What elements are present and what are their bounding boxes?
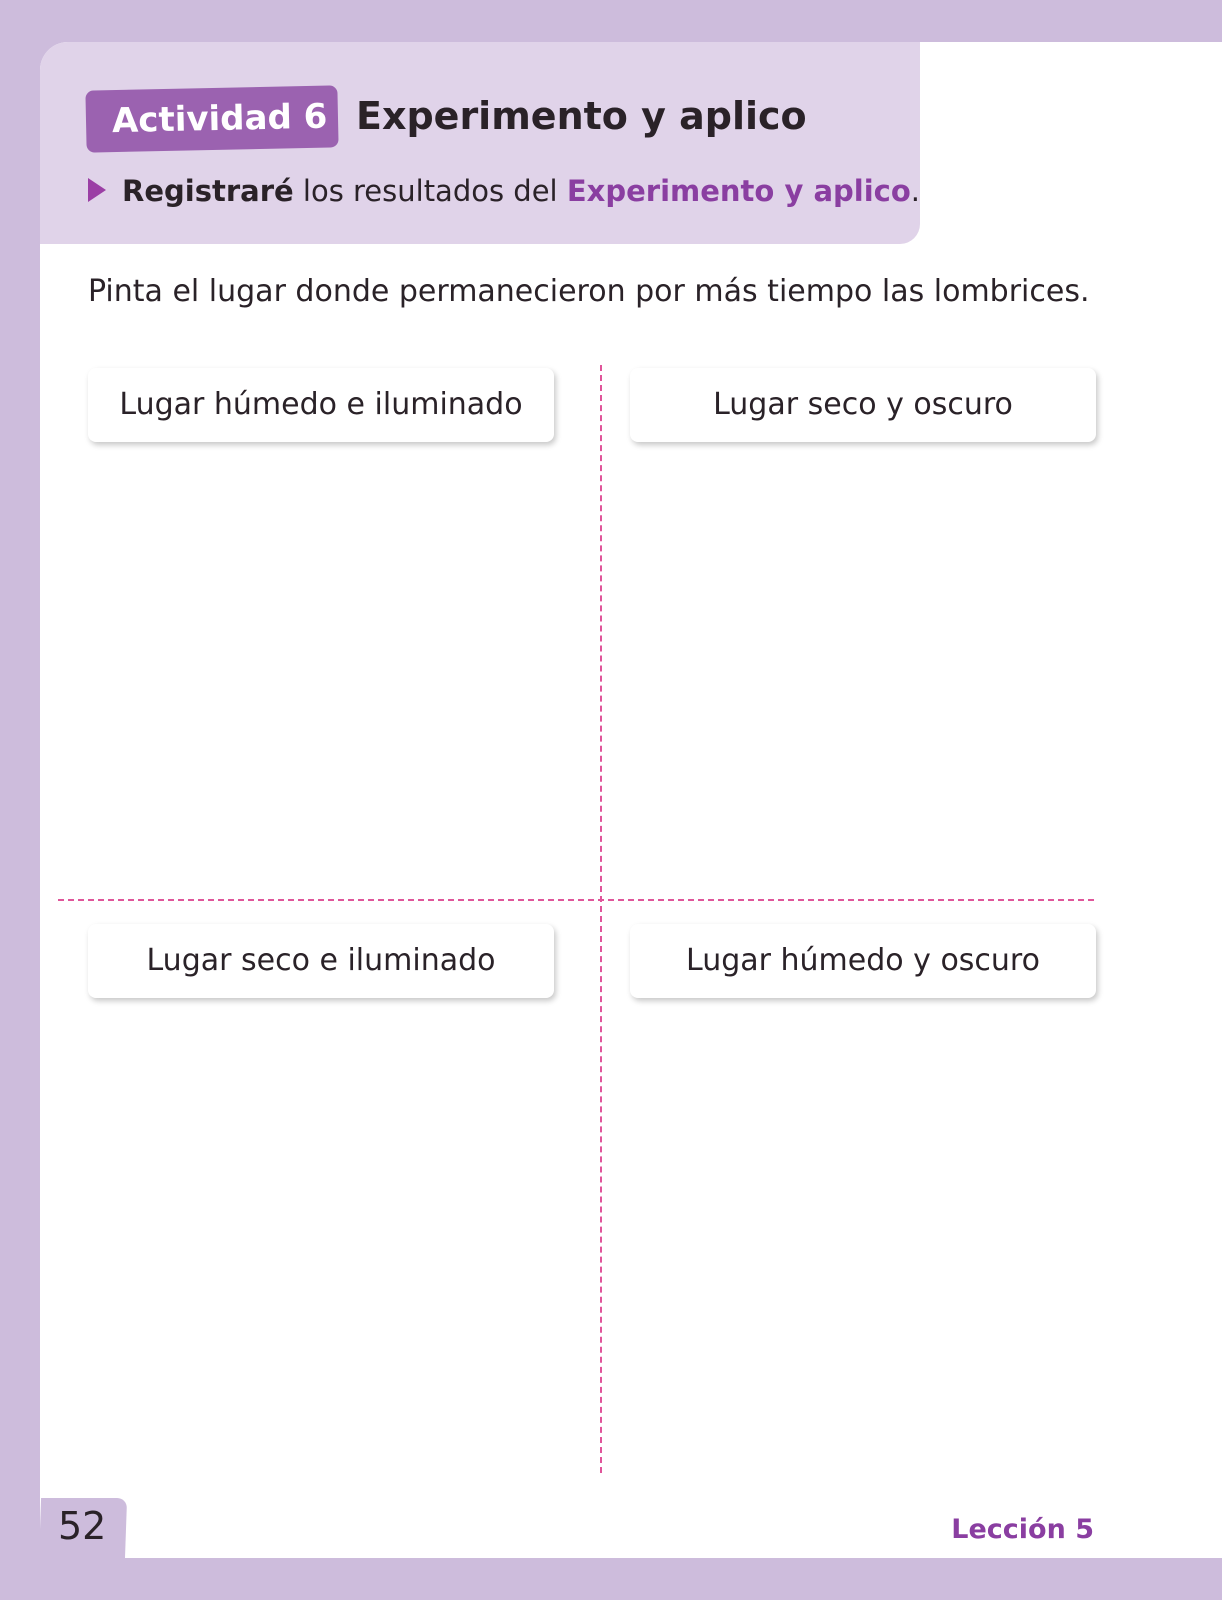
paint-area-humid-lit[interactable] [60,450,590,890]
page-number: 52 [58,1504,107,1548]
instruction-text: Pinta el lugar donde permanecieron por más tiempo las lombrices. [88,274,1090,309]
paint-area-dry-lit[interactable] [60,1006,590,1466]
paint-area-dry-dark[interactable] [610,450,1090,890]
objective-verb: Registraré [122,174,294,208]
quadrant-label-dry-dark: Lugar seco y oscuro [630,368,1096,442]
triangle-bullet-icon [88,178,106,202]
paint-area-humid-dark[interactable] [610,1006,1090,1466]
lesson-label: Lección 5 [951,1514,1094,1545]
quadrant-label-dry-lit: Lugar seco e iluminado [88,924,554,998]
objective-activity-name: Experimento y aplico [566,174,911,208]
objective-text: los resultados del [293,174,567,208]
quadrant-label-humid-lit: Lugar húmedo e iluminado [88,368,554,442]
activity-badge: Actividad 6 [85,85,338,152]
objective-line [88,174,920,208]
quadrant-label-humid-dark: Lugar húmedo y oscuro [630,924,1096,998]
activity-title: Experimento y aplico [356,94,807,138]
objective-end: . [910,174,920,208]
horizontal-dashed-divider [58,899,1094,901]
vertical-dashed-divider [600,365,602,1473]
